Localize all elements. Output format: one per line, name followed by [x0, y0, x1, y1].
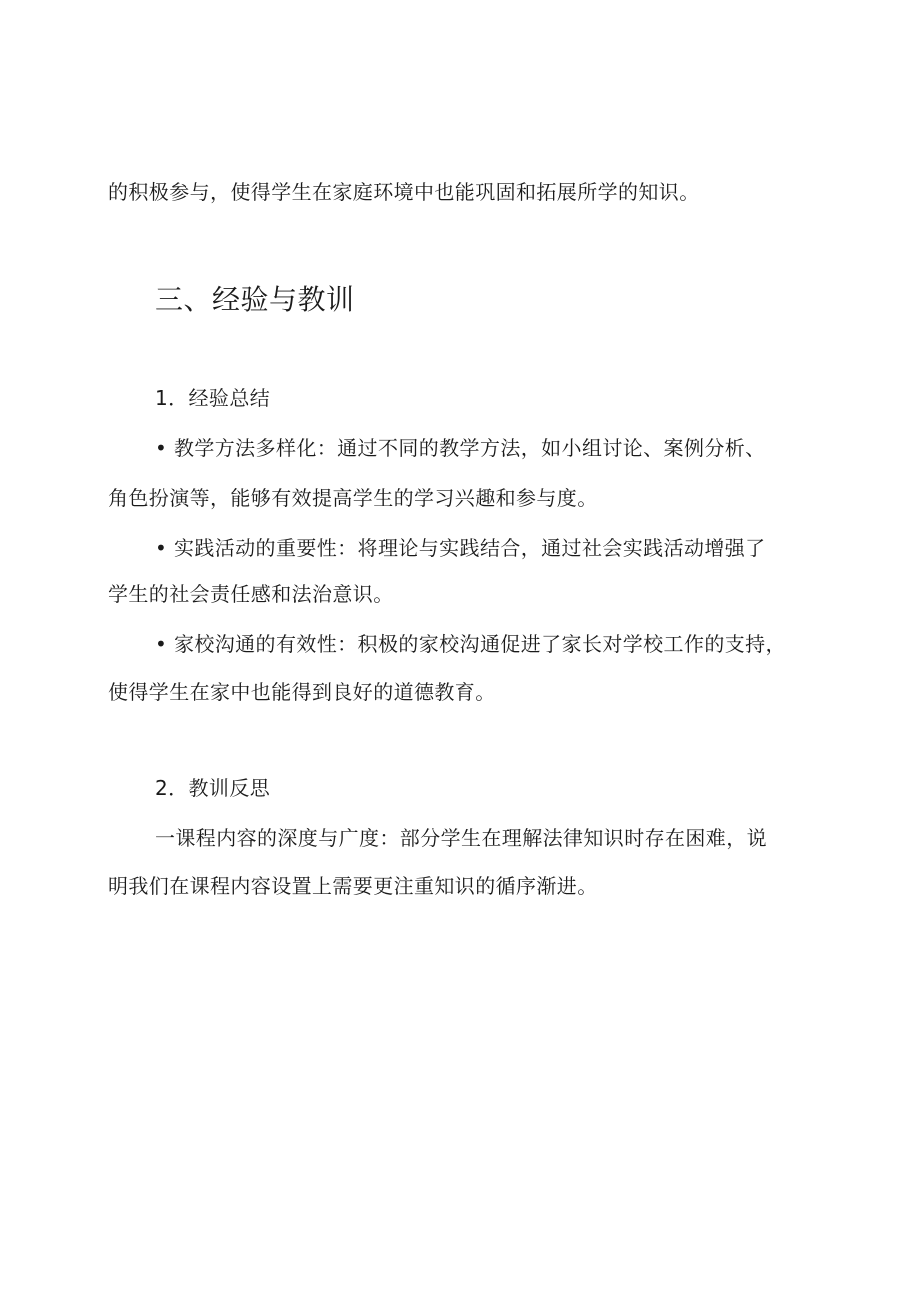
experience-heading: 1．经验总结: [155, 386, 271, 410]
bullet-1-line-2: 角色扮演等，能够有效提高学生的学习兴趣和参与度。: [108, 486, 598, 510]
bullet-2-line-1: • 实践活动的重要性：将理论与实践结合，通过社会实践活动增强了: [155, 536, 766, 560]
lessons-heading: 2．教训反思: [155, 776, 271, 800]
continuation-paragraph: 的积极参与，使得学生在家庭环境中也能巩固和拓展所学的知识。: [108, 180, 700, 204]
bullet-3-line-2: 使得学生在家中也能得到良好的道德教育。: [108, 680, 496, 704]
bullet-1-line-1: • 教学方法多样化：通过不同的教学方法，如小组讨论、案例分析、: [155, 436, 766, 460]
bullet-2-line-2: 学生的社会责任感和法治意识。: [108, 582, 394, 606]
lessons-item-line-1: 一课程内容的深度与广度：部分学生在理解法律知识时存在困难，说: [155, 826, 767, 850]
section-title: 三、经验与教训: [155, 283, 355, 316]
lessons-item-line-2: 明我们在课程内容设置上需要更注重知识的循序渐进。: [108, 874, 598, 898]
bullet-3-line-1: • 家校沟通的有效性：积极的家校沟通促进了家长对学校工作的支持，: [155, 632, 786, 656]
